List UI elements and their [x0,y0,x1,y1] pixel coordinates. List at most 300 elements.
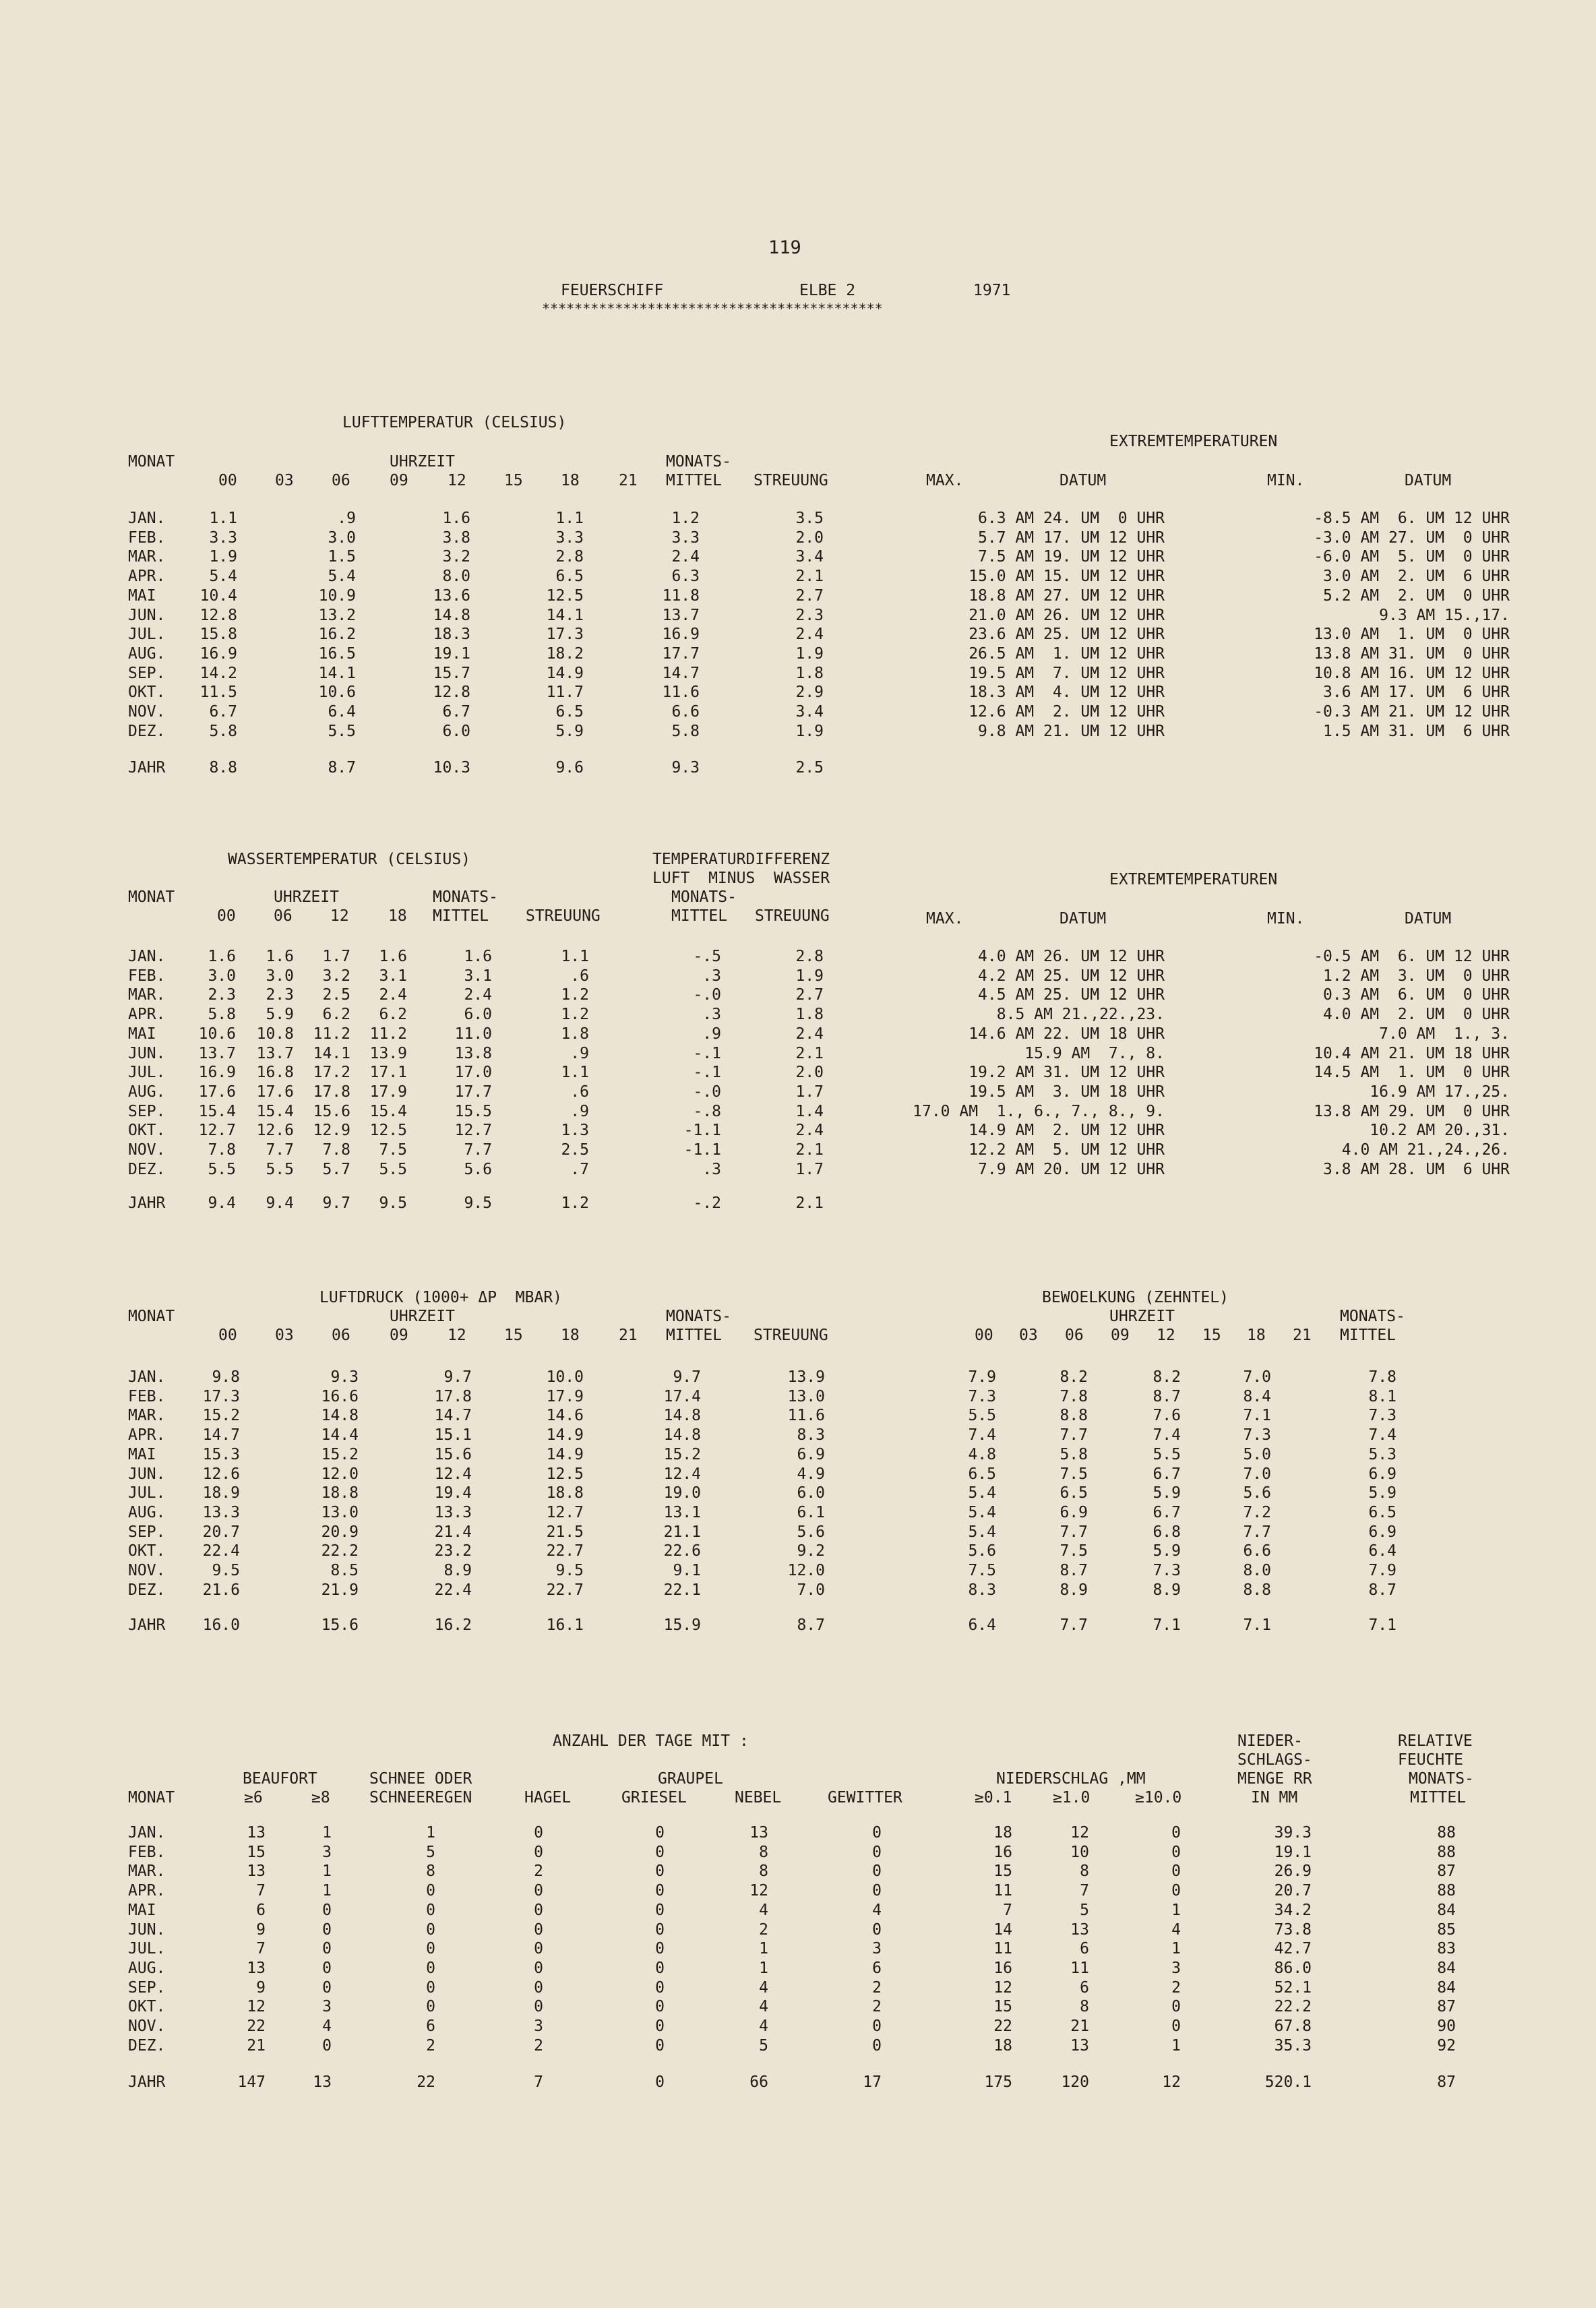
month-label: JUL. [128,1940,166,1958]
table-cell: 22.7 [546,1581,584,1599]
s4-rf1: RELATIVE [1398,1732,1473,1750]
s4-n100: ≥10.0 [1135,1789,1182,1806]
s3-col-06: 06 [332,1327,350,1344]
s1-col-03: 03 [275,472,294,489]
table-cell: 6.9 [797,1445,825,1463]
month-label: JAN. [128,510,166,527]
table-cell: 8.7 [1060,1562,1088,1579]
table-cell: 0.3 AM 6. UM 0 UHR [1323,986,1510,1004]
table-cell: 4.9 [797,1465,825,1483]
table-cell: 7.8 [208,1141,236,1159]
table-cell: 3.3 [555,528,584,547]
table-cell: 1.7 [322,948,350,965]
table-cell: 6.2 [322,1006,350,1024]
table-cell: 5.5 [968,1407,996,1425]
s3-cloud-col-15: 15 [1202,1327,1221,1344]
table-cell: 16.8 [256,1064,294,1082]
table-cell: 4.0 AM 2. UM 0 UHR [1323,1006,1510,1024]
table-cell: 5.6 [968,1542,996,1560]
table-cell: 3.0 [328,528,356,547]
table-cell: 7.8 [322,1141,350,1159]
table-cell: 7 [256,1940,266,1958]
table-cell: 2 [534,2036,543,2055]
table-cell: 13.3 [202,1503,240,1521]
table-cell: 8.0 [1243,1562,1271,1579]
table-cell: 0 [534,1882,543,1900]
s4-nieder: NIEDERSCHLAG ,MM [996,1770,1146,1788]
table-cell: 5.4 [328,568,356,586]
table-cell: 0 [872,1824,882,1842]
s4-beaufort: BEAUFORT [243,1770,317,1788]
table-cell: 12 [247,1998,266,2016]
table-cell: 2.5 [561,1141,589,1159]
table-cell: 0 [534,1901,543,1919]
table-cell: 19.5 AM 7. UM 12 UHR [969,664,1165,682]
year-cell: 9.3 [671,759,700,777]
table-cell: 2 [759,1920,768,1939]
table-cell: 92 [1437,2036,1456,2055]
month-label: OKT. [128,1998,166,2016]
header-underline: ****************************************** [542,301,883,317]
table-cell: 8.3 [797,1426,825,1445]
table-cell: 9.3 [330,1368,359,1386]
table-cell: 0 [655,2017,665,2035]
table-cell: 4 [759,1998,768,2016]
s1-col-06: 06 [332,472,350,489]
s2-col-min: MIN. [1267,910,1305,928]
s3-cloud-col-18: 18 [1247,1327,1266,1344]
table-cell: 85 [1437,1920,1456,1939]
table-cell: 13.3 [434,1503,472,1521]
month-label: JAN. [128,948,166,965]
table-cell: 14.9 [546,664,584,682]
table-cell: -.0 [693,986,721,1004]
s1-monat: MONAT [128,453,175,470]
table-cell: 5.8 [1060,1445,1088,1463]
month-label: SEP. [128,1102,166,1120]
table-cell: 2.9 [795,684,824,702]
year-cell: 9.4 [266,1194,294,1212]
table-cell: 18 [993,2036,1012,2055]
month-label: JUN. [128,1044,166,1062]
month-label: MAR. [128,548,166,566]
table-cell: 6.7 [1153,1503,1181,1521]
table-cell: 7.5 [1060,1465,1088,1483]
table-cell: 7.5 [379,1141,407,1159]
s3-cloud-col-06: 06 [1065,1327,1084,1344]
table-cell: 13.9 [787,1368,825,1386]
table-cell: 21.4 [434,1523,472,1541]
table-cell: 1 [322,1824,332,1842]
table-cell: 15.5 [454,1102,492,1120]
table-cell: 7.7 [1243,1523,1271,1541]
table-cell: 0 [534,1843,543,1861]
table-cell: 8.7 [1368,1581,1396,1599]
year-cell: 2.1 [795,1194,824,1212]
table-cell: 0 [655,1998,665,2016]
s3-col-09: 09 [390,1327,408,1344]
s1-uhrzeit: UHRZEIT [390,453,455,470]
table-cell: 84 [1437,1959,1456,1977]
month-label: AUG. [128,1083,166,1101]
table-cell: .3 [702,1160,721,1178]
year-cell: 15.9 [663,1616,701,1634]
table-cell: 7.3 [1243,1426,1271,1445]
table-cell: 14.7 [662,664,700,682]
table-cell: 0 [1171,1862,1181,1881]
table-cell: 13 [1070,2036,1089,2055]
table-cell: 9 [256,1920,266,1939]
table-cell: 17.4 [663,1387,701,1405]
s3-col-03: 03 [275,1327,294,1344]
table-cell: 16.9 [200,644,237,663]
table-cell: 15.1 [434,1426,472,1445]
table-cell: 18.2 [546,644,584,663]
year-row-label: JAHR [128,1616,166,1634]
year-cell: 10.3 [433,759,470,777]
s1-col-streuung: STREUUNG [754,472,828,489]
table-cell: 5 [1080,1901,1089,1919]
table-cell: 1 [322,1862,332,1881]
table-cell: 1.2 [561,1006,589,1024]
page-number: 119 [768,237,801,258]
year-cell: 7.1 [1243,1616,1271,1634]
table-cell: 7.9 [1368,1562,1396,1579]
table-cell: 21.9 [321,1581,359,1599]
table-cell: 5.3 [1368,1445,1396,1463]
table-cell: 6 [256,1901,266,1919]
table-cell: 5.9 [266,1006,294,1024]
table-cell: 26.5 AM 1. UM 12 UHR [969,644,1165,663]
table-cell: 2 [534,1862,543,1881]
table-cell: 13.2 [318,606,356,624]
table-cell: -8.5 AM 6. UM 12 UHR [1314,510,1510,527]
table-cell: 87 [1437,1998,1456,2016]
table-cell: 0 [322,1901,332,1919]
s4-graupel1: GRAUPEL [658,1770,723,1788]
s4-graupel2: GRIESEL [621,1789,687,1806]
month-label: JUL. [128,1064,166,1082]
table-cell: 4.2 AM 25. UM 12 UHR [978,967,1165,985]
table-cell: 88 [1437,1824,1456,1842]
table-cell: 19.0 [663,1484,701,1502]
table-cell: 3 [1171,1959,1181,1977]
table-cell: 6.5 [1368,1503,1396,1521]
table-cell: 5.5 [1153,1445,1181,1463]
table-cell: 88 [1437,1882,1456,1900]
table-cell: 6.3 AM 24. UM 0 UHR [978,510,1165,527]
table-cell: 9.1 [673,1562,701,1579]
table-cell: 6.0 [797,1484,825,1502]
year-cell: 147 [237,2073,266,2091]
table-cell: 1.6 [442,510,470,527]
table-cell: 10.6 [198,1025,236,1043]
table-cell: 1 [1171,1940,1181,1958]
table-cell: 9.8 AM 21. UM 12 UHR [978,722,1165,740]
month-label: SEP. [128,664,166,682]
year-cell: 2.5 [795,759,824,777]
s2-diff-subtitle: LUFT MINUS WASSER [652,870,830,887]
table-cell: 12.5 [546,586,584,605]
table-cell: 6.7 [209,703,237,721]
table-cell: 1.9 [795,644,824,663]
month-label: FEB. [128,528,166,547]
table-cell: 14.9 AM 2. UM 12 UHR [969,1122,1165,1140]
table-cell: 7.7 [464,1141,492,1159]
table-cell: 1.6 [266,948,294,965]
s3-title: LUFTDRUCK (1000+ ΔP MBAR) [319,1289,563,1306]
table-cell: 21.0 AM 26. UM 12 UHR [969,606,1165,624]
table-cell: -.1 [693,1064,721,1082]
table-cell: 5.4 [968,1523,996,1541]
table-cell: 16.9 AM 17.,25. [1370,1083,1510,1101]
table-cell: 0 [872,1882,882,1900]
table-cell: 0 [534,1998,543,2016]
table-cell: 17.7 [454,1083,492,1101]
table-cell: 88 [1437,1843,1456,1861]
table-cell: 20.9 [321,1523,359,1541]
table-cell: 4 [759,2017,768,2035]
table-cell: -0.3 AM 21. UM 12 UHR [1314,703,1510,721]
table-cell: 14.2 [200,664,237,682]
table-cell: 10.8 [256,1025,294,1043]
table-cell: 7.2 [1243,1503,1271,1521]
table-cell: 11 [1070,1959,1089,1977]
table-cell: 22 [993,2017,1012,2035]
month-label: OKT. [128,684,166,702]
table-cell: 14.5 AM 1. UM 0 UHR [1314,1064,1510,1082]
s4-b6: ≥6 [244,1789,263,1806]
table-cell: .7 [570,1160,589,1178]
year-cell: 9.6 [555,759,584,777]
table-cell: 52.1 [1274,1978,1312,1997]
table-cell: 21.6 [202,1581,240,1599]
table-cell: 5.9 [555,722,584,740]
year-cell: 15.6 [321,1616,359,1634]
year-cell: 8.7 [797,1616,825,1634]
year-cell: 8.7 [328,759,356,777]
table-cell: -.0 [693,1083,721,1101]
table-cell: .3 [702,967,721,985]
table-cell: 0 [655,1978,665,1997]
table-cell: 4.8 [968,1445,996,1463]
table-cell: 5.2 AM 2. UM 0 UHR [1323,586,1510,605]
table-cell: 13.0 AM 1. UM 0 UHR [1314,626,1510,644]
table-cell: 7.6 [1153,1407,1181,1425]
year-cell: 520.1 [1264,2073,1312,2091]
table-cell: 1.9 [795,722,824,740]
year-cell: 16.0 [202,1616,240,1634]
table-cell: 2.3 [795,606,824,624]
table-cell: 6.6 [1243,1542,1271,1560]
table-cell: 15.4 [256,1102,294,1120]
year-cell: 7.1 [1368,1616,1396,1634]
s1-col-min: MIN. [1267,472,1305,489]
month-label: DEZ. [128,722,166,740]
table-cell: 6 [1080,1978,1089,1997]
table-cell: 12.6 [256,1122,294,1140]
table-cell: 7.4 [968,1426,996,1445]
table-cell: 13.1 [663,1503,701,1521]
table-cell: 13.6 [433,586,470,605]
table-cell: 13.8 AM 31. UM 0 UHR [1314,644,1510,663]
table-cell: 13.8 AM 29. UM 0 UHR [1314,1102,1510,1120]
month-label: JUN. [128,1920,166,1939]
s1-col-mittel: MITTEL [666,472,723,489]
table-cell: 0 [322,2036,332,2055]
table-cell: 14.1 [318,664,356,682]
year-cell: 16.1 [546,1616,584,1634]
table-cell: 11 [993,1882,1012,1900]
table-cell: 5.6 [464,1160,492,1178]
s3-cloud-col-00: 00 [975,1327,993,1344]
table-cell: 3.2 [322,967,350,985]
table-cell: 7 [1080,1882,1089,1900]
table-cell: 13 [247,1862,266,1881]
table-cell: 5.4 [209,568,237,586]
s4-monat: MONAT [128,1789,175,1806]
table-cell: 7.3 [1153,1562,1181,1579]
table-cell: 0 [1171,1882,1181,1900]
table-cell: 17.9 [369,1083,407,1101]
table-cell: 13.8 [454,1044,492,1062]
year-cell: 9.5 [379,1194,407,1212]
table-cell: 0 [322,1940,332,1958]
table-cell: 1.1 [561,1064,589,1082]
table-cell: 12.6 [202,1465,240,1483]
table-cell: 14.6 AM 22. UM 18 UHR [969,1025,1165,1043]
table-cell: 11.5 [200,684,237,702]
table-cell: 2.0 [795,1064,824,1082]
table-cell: 87 [1437,1862,1456,1881]
s2-col-diff-streuung: STREUUNG [755,907,830,925]
table-cell: 15.8 [200,626,237,644]
table-cell: 23.6 AM 25. UM 12 UHR [969,626,1165,644]
table-cell: 5.5 [208,1160,236,1178]
table-cell: 8.7 [1153,1387,1181,1405]
table-cell: 4 [759,1978,768,1997]
month-label: FEB. [128,967,166,985]
table-cell: 12 [993,1978,1012,1997]
table-cell: 3.3 [671,528,700,547]
table-cell: 12.2 AM 5. UM 12 UHR [969,1141,1165,1159]
table-cell: 6.3 [671,568,700,586]
table-cell: 17.0 [454,1064,492,1082]
table-cell: 0 [655,1843,665,1861]
table-cell: 7.8 [1368,1368,1396,1386]
table-cell: 11.7 [546,684,584,702]
table-cell: 0 [426,1882,435,1900]
s1-col-datum: DATUM [1060,472,1107,489]
table-cell: 8.4 [1243,1387,1271,1405]
year-row-label: JAHR [128,2073,166,2091]
s4-nsm3: MENGE RR [1237,1770,1312,1788]
table-cell: 17.2 [313,1064,350,1082]
table-cell: 10.4 [200,586,237,605]
table-cell: 18.3 AM 4. UM 12 UHR [969,684,1165,702]
table-cell: 3 [534,2017,543,2035]
table-cell: 22.4 [202,1542,240,1560]
table-cell: 3.0 [266,967,294,985]
s1-monats: MONATS- [666,453,731,470]
year-cell: 17 [863,2073,882,2091]
table-cell: 0 [872,2017,882,2035]
table-cell: 17.7 [662,644,700,663]
s4-rf4: MITTEL [1410,1789,1467,1806]
table-cell: 6.5 [555,568,584,586]
table-cell: 0 [655,1940,665,1958]
table-cell: 1.1 [555,510,584,527]
table-cell: 2.4 [464,986,492,1004]
table-cell: 7.4 [1153,1426,1181,1445]
table-cell: 8 [759,1862,768,1881]
month-label: FEB. [128,1843,166,1861]
table-cell: 8.3 [968,1581,996,1599]
table-cell: 15 [993,1862,1012,1881]
year-cell: 0 [655,2073,665,2091]
table-cell: 2.1 [795,568,824,586]
table-cell: 3.5 [795,510,824,527]
table-cell: 7.0 [797,1581,825,1599]
station-name: ELBE 2 [799,282,856,299]
s4-title: ANZAHL DER TAGE MIT : [553,1732,749,1750]
table-cell: 7.5 [968,1562,996,1579]
table-cell: 39.3 [1274,1824,1312,1842]
table-cell: 10.2 AM 20.,31. [1370,1122,1510,1140]
table-cell: 11.6 [662,684,700,702]
table-cell: 9.5 [555,1562,584,1579]
table-cell: 9 [256,1978,266,1997]
s4-nebel: NEBEL [735,1789,782,1806]
table-cell: 6.4 [1368,1542,1396,1560]
table-cell: 5.0 [1243,1445,1271,1463]
s1-col-12: 12 [448,472,466,489]
table-cell: 2.0 [795,528,824,547]
table-cell: 6.7 [1153,1465,1181,1483]
table-cell: 12.0 [787,1562,825,1579]
year-cell: 12 [1162,2073,1181,2091]
table-cell: 14.9 [546,1445,584,1463]
table-cell: 13.9 [369,1044,407,1062]
table-cell: 2 [1171,1978,1181,1997]
table-cell: 14.8 [663,1407,701,1425]
table-cell: 12.4 [663,1465,701,1483]
year-cell: 120 [1061,2073,1089,2091]
table-cell: 35.3 [1274,2036,1312,2055]
table-cell: 18.9 [202,1484,240,1502]
month-label: DEZ. [128,1581,166,1599]
table-cell: 5.4 [968,1484,996,1502]
table-cell: 12.6 AM 2. UM 12 UHR [969,703,1165,721]
table-cell: 10.9 [318,586,356,605]
table-cell: 83 [1437,1940,1456,1958]
month-label: MAI [128,586,156,605]
table-cell: 3.8 [442,528,470,547]
table-cell: 12.5 [546,1465,584,1483]
table-cell: 22.2 [1274,1998,1312,2016]
month-label: SEP. [128,1523,166,1541]
table-cell: 15.4 [198,1102,236,1120]
table-cell: 18 [993,1824,1012,1842]
table-cell: 16.5 [318,644,356,663]
table-cell: 17.3 [546,626,584,644]
table-cell: 15 [247,1843,266,1861]
table-cell: 1.3 [561,1122,589,1140]
table-cell: 4 [1171,1920,1181,1939]
table-cell: 4 [322,2017,332,2035]
year-row-label: JAHR [128,759,166,777]
s1-col-15: 15 [504,472,523,489]
